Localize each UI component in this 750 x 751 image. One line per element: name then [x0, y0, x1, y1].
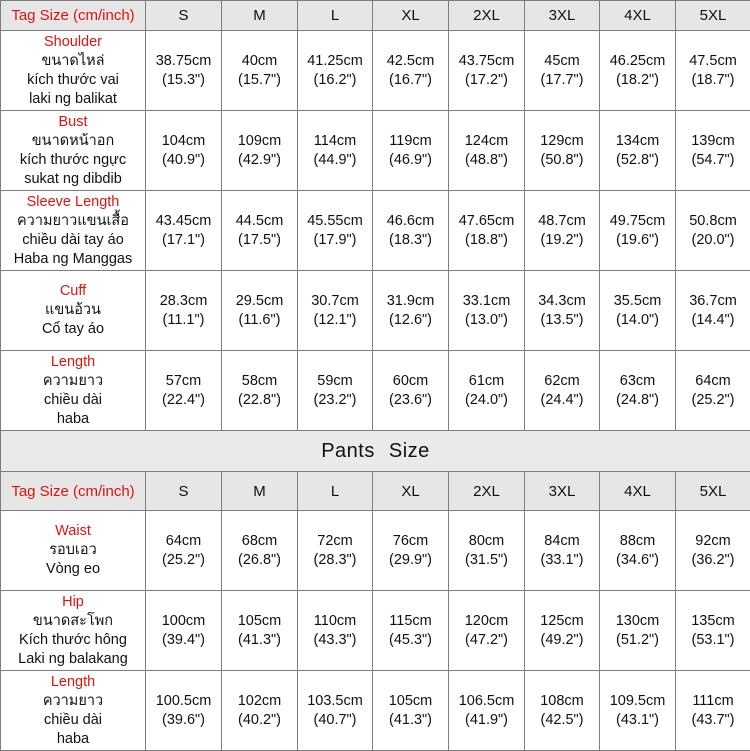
- value-cm: 100cm: [146, 612, 221, 631]
- value-cm: 59cm: [298, 372, 372, 391]
- value-cm: 135cm: [676, 612, 750, 631]
- value-inch: (24.8"): [600, 391, 675, 410]
- table-cell: [600, 351, 676, 431]
- table-cell: [676, 511, 750, 591]
- table-cell: [600, 511, 676, 591]
- value-cm: 29.5cm: [222, 292, 297, 311]
- row-title: Length: [1, 673, 145, 692]
- value-cm: 120cm: [449, 612, 524, 631]
- value-cm: 43.75cm: [449, 52, 524, 71]
- row-subtitle-vietnamese: Cổ tay áo: [1, 320, 145, 339]
- table-cell: [525, 591, 600, 671]
- table-row-waist: [1, 511, 750, 591]
- table-cell: [676, 111, 750, 191]
- table-cell: [373, 191, 449, 271]
- size-header-m: M: [222, 1, 298, 31]
- value-cm: 88cm: [600, 532, 675, 551]
- row-subtitle-thai: แขนอ้วน: [1, 301, 145, 320]
- value-inch: (40.7"): [298, 711, 372, 730]
- value-cm: 42.5cm: [373, 52, 448, 71]
- row-subtitle-vietnamese: Vòng eo: [1, 560, 145, 579]
- row-subtitle-filipino: Laki ng balakang: [1, 650, 145, 669]
- value-cm: 48.7cm: [525, 212, 599, 231]
- table-cell: [600, 671, 676, 751]
- row-label-waist: [1, 511, 146, 591]
- value-cm: 92cm: [676, 532, 750, 551]
- value-inch: (28.3"): [298, 551, 372, 570]
- table-cell: [676, 191, 750, 271]
- value-inch: (45.3"): [373, 631, 448, 650]
- row-subtitle-vietnamese: chiều dài tay áo: [1, 231, 145, 250]
- value-cm: 109cm: [222, 132, 297, 151]
- value-inch: (15.3"): [146, 71, 221, 90]
- table-cell: [600, 591, 676, 671]
- value-inch: (14.0"): [600, 311, 675, 330]
- row-title: Hip: [1, 593, 145, 612]
- value-inch: (23.2"): [298, 391, 372, 410]
- table-cell: [298, 271, 373, 351]
- value-cm: 68cm: [222, 532, 297, 551]
- value-inch: (44.9"): [298, 151, 372, 170]
- value-inch: (24.4"): [525, 391, 599, 410]
- row-title: Cuff: [1, 282, 145, 301]
- table-cell: [525, 271, 600, 351]
- value-cm: 80cm: [449, 532, 524, 551]
- table-row-length: [1, 351, 750, 431]
- table-cell: [449, 31, 525, 111]
- value-inch: (14.4"): [676, 311, 750, 330]
- table-cell: [676, 31, 750, 111]
- value-inch: (17.2"): [449, 71, 524, 90]
- value-inch: (15.7"): [222, 71, 297, 90]
- row-subtitle-thai: ขนาดไหล่: [1, 52, 145, 71]
- value-inch: (40.9"): [146, 151, 221, 170]
- value-inch: (43.1"): [600, 711, 675, 730]
- value-cm: 76cm: [373, 532, 448, 551]
- top-header-row: [1, 1, 750, 31]
- table-cell: [525, 351, 600, 431]
- table-cell: [373, 351, 449, 431]
- table-cell: [298, 671, 373, 751]
- table-cell: [146, 271, 222, 351]
- value-inch: (51.2"): [600, 631, 675, 650]
- value-inch: (48.8"): [449, 151, 524, 170]
- value-cm: 104cm: [146, 132, 221, 151]
- row-subtitle-thai: ความยาว: [1, 692, 145, 711]
- value-cm: 119cm: [373, 132, 448, 151]
- row-label-pants-length: [1, 671, 146, 751]
- table-cell: [146, 31, 222, 111]
- value-inch: (46.9"): [373, 151, 448, 170]
- table-cell: [146, 111, 222, 191]
- table-cell: [222, 111, 298, 191]
- table-cell: [373, 271, 449, 351]
- table-cell: [222, 31, 298, 111]
- value-inch: (41.3"): [373, 711, 448, 730]
- section-title-text: Pants Size: [321, 440, 430, 462]
- table-row-cuff: [1, 271, 750, 351]
- table-cell: [449, 111, 525, 191]
- table-cell: [600, 271, 676, 351]
- row-subtitle-vietnamese: kích thước ngực: [1, 151, 145, 170]
- value-cm: 47.5cm: [676, 52, 750, 71]
- size-header-5xl: 5XL: [676, 472, 750, 511]
- value-cm: 84cm: [525, 532, 599, 551]
- size-header-4xl: 4XL: [600, 1, 676, 31]
- value-inch: (26.8"): [222, 551, 297, 570]
- row-subtitle-thai: ความยาวแขนเสื้อ: [1, 212, 145, 231]
- value-inch: (47.2"): [449, 631, 524, 650]
- row-subtitle-filipino: sukat ng dibdib: [1, 170, 145, 189]
- table-cell: [525, 191, 600, 271]
- value-inch: (31.5"): [449, 551, 524, 570]
- value-inch: (13.0"): [449, 311, 524, 330]
- table-cell: [600, 31, 676, 111]
- value-cm: 49.75cm: [600, 212, 675, 231]
- table-cell: [146, 351, 222, 431]
- value-cm: 64cm: [676, 372, 750, 391]
- value-cm: 63cm: [600, 372, 675, 391]
- value-inch: (41.3"): [222, 631, 297, 650]
- value-cm: 43.45cm: [146, 212, 221, 231]
- table-row-bust: [1, 111, 750, 191]
- value-cm: 46.6cm: [373, 212, 448, 231]
- table-cell: [222, 351, 298, 431]
- value-cm: 38.75cm: [146, 52, 221, 71]
- value-cm: 100.5cm: [146, 692, 221, 711]
- row-subtitle-filipino: haba: [1, 410, 145, 429]
- table-cell: [298, 351, 373, 431]
- value-cm: 111cm: [676, 692, 750, 711]
- value-cm: 108cm: [525, 692, 599, 711]
- value-inch: (41.9"): [449, 711, 524, 730]
- size-header-2xl: 2XL: [449, 472, 525, 511]
- size-header-4xl: 4XL: [600, 472, 676, 511]
- size-header-3xl: 3XL: [525, 1, 600, 31]
- value-inch: (49.2"): [525, 631, 599, 650]
- table-cell: [146, 671, 222, 751]
- row-subtitle-filipino: haba: [1, 730, 145, 749]
- value-cm: 124cm: [449, 132, 524, 151]
- value-inch: (25.2"): [676, 391, 750, 410]
- value-inch: (11.6"): [222, 311, 297, 330]
- value-cm: 45.55cm: [298, 212, 372, 231]
- value-cm: 45cm: [525, 52, 599, 71]
- value-inch: (12.6"): [373, 311, 448, 330]
- value-inch: (23.6"): [373, 391, 448, 410]
- table-cell: [676, 591, 750, 671]
- table-cell: [449, 351, 525, 431]
- row-label-hip: [1, 591, 146, 671]
- table-cell: [373, 31, 449, 111]
- table-cell: [146, 511, 222, 591]
- table-cell: [222, 271, 298, 351]
- table-cell: [449, 591, 525, 671]
- table-cell: [449, 671, 525, 751]
- value-inch: (18.8"): [449, 231, 524, 250]
- value-cm: 57cm: [146, 372, 221, 391]
- value-cm: 72cm: [298, 532, 372, 551]
- value-cm: 47.65cm: [449, 212, 524, 231]
- value-inch: (17.5"): [222, 231, 297, 250]
- row-title: Length: [1, 353, 145, 372]
- value-cm: 130cm: [600, 612, 675, 631]
- value-cm: 115cm: [373, 612, 448, 631]
- table-cell: [146, 191, 222, 271]
- value-cm: 58cm: [222, 372, 297, 391]
- row-label-sleeve-length: [1, 191, 146, 271]
- table-cell: [222, 591, 298, 671]
- value-inch: (53.1"): [676, 631, 750, 650]
- value-inch: (16.2"): [298, 71, 372, 90]
- value-inch: (17.7"): [525, 71, 599, 90]
- table-cell: [373, 511, 449, 591]
- row-subtitle-vietnamese: kích thước vai: [1, 71, 145, 90]
- table-cell: [222, 511, 298, 591]
- row-subtitle-vietnamese: chiều dài: [1, 391, 145, 410]
- value-cm: 114cm: [298, 132, 372, 151]
- size-header-2xl: 2XL: [449, 1, 525, 31]
- value-inch: (40.2"): [222, 711, 297, 730]
- top-header-label: Tag Size (cm/inch): [1, 1, 146, 31]
- table-cell: [298, 111, 373, 191]
- value-inch: (13.5"): [525, 311, 599, 330]
- table-cell: [449, 191, 525, 271]
- table-cell: [676, 351, 750, 431]
- value-inch: (17.9"): [298, 231, 372, 250]
- value-inch: (12.1"): [298, 311, 372, 330]
- table-cell: [298, 31, 373, 111]
- value-cm: 60cm: [373, 372, 448, 391]
- row-subtitle-vietnamese: chiều dài: [1, 711, 145, 730]
- size-header-5xl: 5XL: [676, 1, 750, 31]
- value-cm: 46.25cm: [600, 52, 675, 71]
- table-cell: [676, 271, 750, 351]
- row-subtitle-filipino: laki ng balikat: [1, 90, 145, 109]
- value-inch: (25.2"): [146, 551, 221, 570]
- value-inch: (16.7"): [373, 71, 448, 90]
- row-label-bust: [1, 111, 146, 191]
- table-cell: [676, 671, 750, 751]
- value-cm: 28.3cm: [146, 292, 221, 311]
- table-cell: [298, 511, 373, 591]
- table-cell: [600, 191, 676, 271]
- table-cell: [298, 191, 373, 271]
- row-label-cuff: [1, 271, 146, 351]
- value-cm: 33.1cm: [449, 292, 524, 311]
- value-inch: (24.0"): [449, 391, 524, 410]
- table-cell: [146, 591, 222, 671]
- value-cm: 129cm: [525, 132, 599, 151]
- size-header-3xl: 3XL: [525, 472, 600, 511]
- value-inch: (19.2"): [525, 231, 599, 250]
- value-inch: (36.2"): [676, 551, 750, 570]
- table-cell: [525, 511, 600, 591]
- value-cm: 36.7cm: [676, 292, 750, 311]
- value-inch: (11.1"): [146, 311, 221, 330]
- table-row-sleeve-length: [1, 191, 750, 271]
- size-header-m: M: [222, 472, 298, 511]
- table-cell: [373, 591, 449, 671]
- pants-header-row: [1, 472, 750, 511]
- size-header-s: S: [146, 472, 222, 511]
- table-row-pants-length: [1, 671, 750, 751]
- row-subtitle-filipino: Haba ng Manggas: [1, 250, 145, 269]
- value-inch: (33.1"): [525, 551, 599, 570]
- row-subtitle-thai: ขนาดสะโพก: [1, 612, 145, 631]
- row-label-length: [1, 351, 146, 431]
- row-subtitle-thai: ขนาดหน้าอก: [1, 132, 145, 151]
- size-header-xl: XL: [373, 1, 449, 31]
- table-cell: [525, 671, 600, 751]
- value-inch: (43.3"): [298, 631, 372, 650]
- value-cm: 61cm: [449, 372, 524, 391]
- row-title: Bust: [1, 113, 145, 132]
- section-title-row: [1, 431, 750, 472]
- value-inch: (18.2"): [600, 71, 675, 90]
- value-cm: 105cm: [373, 692, 448, 711]
- value-cm: 139cm: [676, 132, 750, 151]
- table-cell: [600, 111, 676, 191]
- value-inch: (50.8"): [525, 151, 599, 170]
- value-inch: (19.6"): [600, 231, 675, 250]
- table-cell: [222, 671, 298, 751]
- value-cm: 44.5cm: [222, 212, 297, 231]
- value-cm: 30.7cm: [298, 292, 372, 311]
- value-inch: (17.1"): [146, 231, 221, 250]
- value-cm: 41.25cm: [298, 52, 372, 71]
- value-cm: 102cm: [222, 692, 297, 711]
- table-cell: [298, 591, 373, 671]
- value-cm: 62cm: [525, 372, 599, 391]
- row-title: Shoulder: [1, 33, 145, 52]
- value-inch: (42.5"): [525, 711, 599, 730]
- value-cm: 134cm: [600, 132, 675, 151]
- row-label-shoulder: [1, 31, 146, 111]
- value-inch: (22.4"): [146, 391, 221, 410]
- value-cm: 50.8cm: [676, 212, 750, 231]
- table-cell: [373, 671, 449, 751]
- value-inch: (43.7"): [676, 711, 750, 730]
- value-cm: 110cm: [298, 612, 372, 631]
- value-cm: 40cm: [222, 52, 297, 71]
- size-header-l: L: [298, 1, 373, 31]
- row-title: Sleeve Length: [1, 193, 145, 212]
- value-inch: (42.9"): [222, 151, 297, 170]
- value-cm: 105cm: [222, 612, 297, 631]
- table-cell: [449, 271, 525, 351]
- value-cm: 103.5cm: [298, 692, 372, 711]
- value-inch: (39.4"): [146, 631, 221, 650]
- value-cm: 64cm: [146, 532, 221, 551]
- value-inch: (54.7"): [676, 151, 750, 170]
- table-cell: [222, 191, 298, 271]
- value-inch: (18.7"): [676, 71, 750, 90]
- value-cm: 31.9cm: [373, 292, 448, 311]
- table-cell: [525, 111, 600, 191]
- value-inch: (20.0"): [676, 231, 750, 250]
- value-cm: 109.5cm: [600, 692, 675, 711]
- value-inch: (52.8"): [600, 151, 675, 170]
- value-inch: (22.8"): [222, 391, 297, 410]
- size-header-s: S: [146, 1, 222, 31]
- table-row-shoulder: [1, 31, 750, 111]
- value-cm: 34.3cm: [525, 292, 599, 311]
- value-cm: 125cm: [525, 612, 599, 631]
- value-inch: (34.6"): [600, 551, 675, 570]
- row-subtitle-thai: รอบเอว: [1, 541, 145, 560]
- size-header-l: L: [298, 472, 373, 511]
- table-cell: [449, 511, 525, 591]
- row-subtitle-thai: ความยาว: [1, 372, 145, 391]
- pants-header-label: Tag Size (cm/inch): [1, 472, 146, 511]
- value-inch: (29.9"): [373, 551, 448, 570]
- row-title: Waist: [1, 522, 145, 541]
- table-cell: [525, 31, 600, 111]
- row-subtitle-vietnamese: Kích thước hông: [1, 631, 145, 650]
- value-cm: 106.5cm: [449, 692, 524, 711]
- pants-size-title: [1, 431, 750, 472]
- size-header-xl: XL: [373, 472, 449, 511]
- value-cm: 35.5cm: [600, 292, 675, 311]
- table-row-hip: [1, 591, 750, 671]
- table-cell: [373, 111, 449, 191]
- value-inch: (39.6"): [146, 711, 221, 730]
- value-inch: (18.3"): [373, 231, 448, 250]
